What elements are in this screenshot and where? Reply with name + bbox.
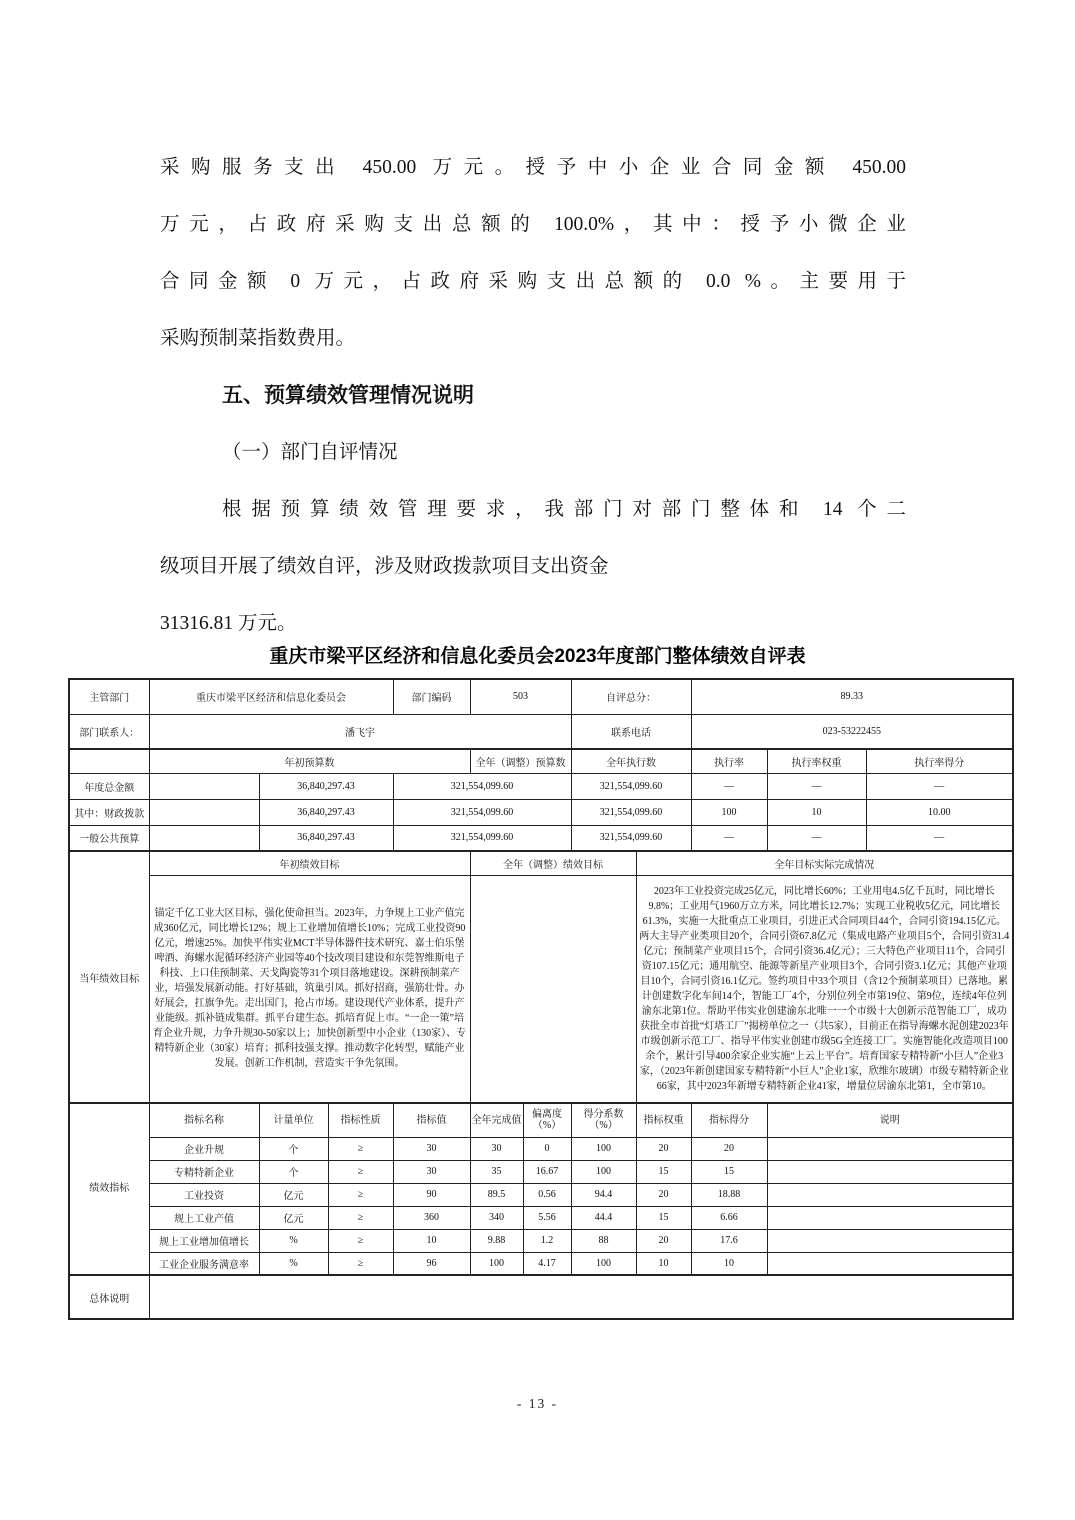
table-row: [69, 679, 1013, 714]
indicator-target: 30: [393, 1160, 470, 1183]
indicator-header: 指标权重: [636, 1103, 691, 1137]
paragraph-line: 根据预算绩效管理要求，我部门对部门整体和 14 个二: [222, 499, 906, 520]
dept-value: 重庆市梁平区经济和信息化委员会: [149, 679, 393, 714]
budget-initial: 36,840,297.43: [259, 825, 393, 851]
indicator-coefficient: 100: [571, 1160, 636, 1183]
indicator-row: [69, 1229, 1013, 1252]
indicator-coefficient: 44.4: [571, 1206, 636, 1229]
indicator-unit: 亿元: [259, 1183, 328, 1206]
indicator-nature: ≥: [328, 1183, 393, 1206]
contact-label: 部门联系人：: [69, 714, 149, 749]
phone-value: 023-53222455: [691, 714, 1013, 749]
table-row: [69, 714, 1013, 749]
indicator-unit: 个: [259, 1160, 328, 1183]
budget-rate: —: [691, 825, 767, 851]
section-heading: 五、预算绩效管理情况说明: [222, 384, 474, 407]
indicator-header: 指标得分: [691, 1103, 767, 1137]
indicator-score: 20: [691, 1137, 767, 1160]
budget-score: —: [866, 773, 1013, 799]
indicator-coefficient: 100: [571, 1137, 636, 1160]
indicator-unit: 亿元: [259, 1206, 328, 1229]
indicator-actual: 9.88: [470, 1229, 523, 1252]
budget-row: [69, 799, 1013, 825]
indicator-name: 工业企业服务满意率: [149, 1252, 259, 1275]
indicator-name: 工业投资: [149, 1183, 259, 1206]
budget-header: 执行率得分: [866, 749, 1013, 773]
goals-label: 当年绩效目标: [69, 851, 149, 1103]
indicator-coefficient: 94.4: [571, 1183, 636, 1206]
budget-weight: —: [767, 825, 866, 851]
indicator-header: 指标名称: [149, 1103, 259, 1137]
goals-header: 全年（调整）绩效目标: [470, 851, 636, 875]
goals-header-row: [69, 851, 1013, 875]
summary-label: 总体说明: [69, 1275, 149, 1319]
indicator-actual: 89.5: [470, 1183, 523, 1206]
goals-header: 全年目标实际完成情况: [636, 851, 1013, 875]
budget-adjusted: 321,554,099.60: [393, 773, 571, 799]
indicator-deviation: 0: [523, 1137, 571, 1160]
indicator-header: 说明: [767, 1103, 1013, 1137]
indicator-name: 规上工业增加值增长: [149, 1229, 259, 1252]
page-number: - 13 -: [516, 1396, 559, 1411]
budget-header: 全年（调整）预算数: [470, 749, 571, 773]
empty-cell: [69, 749, 149, 773]
indicator-score: 10: [691, 1252, 767, 1275]
indicator-row: [69, 1137, 1013, 1160]
indicator-note: [767, 1183, 1013, 1206]
indicator-name: 企业升规: [149, 1137, 259, 1160]
indicator-row: [69, 1252, 1013, 1275]
budget-initial: 36,840,297.43: [259, 799, 393, 825]
indicator-header: 得分系数（%）: [571, 1103, 636, 1137]
indicator-coefficient: 100: [571, 1252, 636, 1275]
contact-value: 潘飞宇: [149, 714, 571, 749]
empty-cell: [149, 799, 259, 825]
indicator-note: [767, 1229, 1013, 1252]
indicator-deviation: 4.17: [523, 1252, 571, 1275]
phone-label: 联系电话: [571, 714, 691, 749]
indicator-deviation: 5.56: [523, 1206, 571, 1229]
indicator-note: [767, 1160, 1013, 1183]
budget-rate: 100: [691, 799, 767, 825]
paragraph-line: 31316.81 万元。: [160, 613, 297, 634]
indicator-score: 17.6: [691, 1229, 767, 1252]
budget-row-label: 一般公共预算: [69, 825, 149, 851]
code-label: 部门编码: [393, 679, 470, 714]
indicator-target: 360: [393, 1206, 470, 1229]
indicator-weight: 15: [636, 1206, 691, 1229]
budget-executed: 321,554,099.60: [571, 825, 691, 851]
indicator-weight: 20: [636, 1137, 691, 1160]
budget-row: [69, 773, 1013, 799]
score-value: 89.33: [691, 679, 1013, 714]
indicator-target: 90: [393, 1183, 470, 1206]
budget-row-label: 其中：财政拨款: [69, 799, 149, 825]
indicator-header: 偏离度（%）: [523, 1103, 571, 1137]
indicator-note: [767, 1137, 1013, 1160]
empty-cell: [149, 825, 259, 851]
indicator-actual: 35: [470, 1160, 523, 1183]
indicator-row: [69, 1183, 1013, 1206]
initial-goal-text: 锚定千亿工业大区目标，强化使命担当。2023年，力争规上工业产值完成360亿元，同比增长12%；规上工业增加值增长10%；完成工业投资90亿元，增速25%。加快平伟实业MCT半导体器件技术研究、嘉士伯乐堡啤酒、海螺水泥循环经济产业园等40个技改项目建设和东莞智维斯电子科技、上口佳预制菜、天戈陶瓷等31个项目落地建设。深耕预制菜产业，培强发展新动能。打好基础，筑巢引凤。抓好招商，强筋壮骨。办好展会，扛旗争先。走出国门，抢占市场。建设现代产业体系，提升产业能级。抓补链成集群。抓平台建生态。抓培育促上市。“一企一策”培育企业升规，力争升规30-50家以上；加快创新型中小企业（130家）、专精特新企业（30家）培育；抓科技强支撑。推动数字化转型，赋能产业发展。创新工作机制，营造实干争先氛围。: [149, 875, 470, 1103]
indicator-note: [767, 1252, 1013, 1275]
indicator-note: [767, 1206, 1013, 1229]
budget-row-label: 年度总金额: [69, 773, 149, 799]
indicator-name: 专精特新企业: [149, 1160, 259, 1183]
indicator-unit: %: [259, 1252, 328, 1275]
goals-body-row: [69, 875, 1013, 1103]
indicator-deviation: 0.56: [523, 1183, 571, 1206]
actual-completion-text: 2023年工业投资完成25亿元，同比增长60%；工业用电4.5亿千瓦时，同比增长9.8%；工业用气1960万立方米，同比增长12.7%；实现工业税收5亿元，同比增长61.3%，实施一大批重点工业项目，引进正式合同项目44个，合同引资194.15亿元。两大主导产业类项目20个，合同引资67.8亿元（集成电路产业项目5个，合同引资31.4亿元；预制菜产业项目15个，合同引资36.4亿元）；三大特色产业项目11个，合同引资107.15亿元；通用航空、能源等新星产业项目3个，合同引资3.1亿元；其他产业项目10个，合同引资16.1亿元。签约项目中33个项目（含12个预制菜项目）已落地。累计创建数字化车间14个，智能工厂4个，分别位列全市第19位、第9位，连续4年位列渝东北第1位。帮助平伟实业创建渝东北唯一一个市级十大创新示范智能工厂，成功获批全市首批“灯塔工厂”揭榜单位之一（共5家），目前正在指导海螺水泥创建2023年市级创新示范工厂、指导平伟实业创建市级5G全连接工厂。实施智能化改造项目100余个，累计引导400余家企业实施“上云上平台”。培育国家专精特新“小巨人”企业3家，（2023年新创建国家专精特新“小巨人”企业1家，欣维尔玻璃）市级专精特新企业66家，其中2023年新增专精特新企业41家，增量位居渝东北第1，全市第10。: [636, 875, 1013, 1103]
indicator-row: [69, 1160, 1013, 1183]
indicator-header: 计量单位: [259, 1103, 328, 1137]
budget-header: 全年执行数: [571, 749, 691, 773]
indicator-weight: 20: [636, 1229, 691, 1252]
budget-score: —: [866, 825, 1013, 851]
empty-cell: [149, 773, 259, 799]
indicator-nature: ≥: [328, 1206, 393, 1229]
paragraph-line: 合同金额 0 万元，占政府采购支出总额的 0.0 %。主要用于: [160, 271, 906, 292]
paragraph-line: 万元，占政府采购支出总额的 100.0%，其中：授予小微企业: [160, 214, 906, 235]
budget-row: [69, 825, 1013, 851]
indicator-score: 18.88: [691, 1183, 767, 1206]
indicator-name: 规上工业产值: [149, 1206, 259, 1229]
budget-header: 执行率权重: [767, 749, 866, 773]
budget-adjusted: 321,554,099.60: [393, 825, 571, 851]
budget-executed: 321,554,099.60: [571, 799, 691, 825]
indicator-weight: 15: [636, 1160, 691, 1183]
indicator-nature: ≥: [328, 1252, 393, 1275]
summary-value: [149, 1275, 1013, 1319]
budget-header: 年初预算数: [149, 749, 470, 773]
budget-score: 10.00: [866, 799, 1013, 825]
adjusted-goal-text: [470, 875, 636, 1103]
indicator-weight: 10: [636, 1252, 691, 1275]
indicator-weight: 20: [636, 1183, 691, 1206]
summary-row: [69, 1275, 1013, 1319]
indicator-header: 指标值: [393, 1103, 470, 1137]
code-value: 503: [470, 679, 571, 714]
performance-self-evaluation-table: [68, 678, 1014, 1320]
budget-executed: 321,554,099.60: [571, 773, 691, 799]
indicator-unit: %: [259, 1229, 328, 1252]
indicator-header: 指标性质: [328, 1103, 393, 1137]
indicators-label: 绩效指标: [69, 1103, 149, 1275]
paragraph-line: 采购服务支出 450.00 万元。授予中小企业合同金额 450.00: [160, 157, 906, 178]
indicator-deviation: 16.67: [523, 1160, 571, 1183]
indicator-actual: 30: [470, 1137, 523, 1160]
indicator-row: [69, 1206, 1013, 1229]
indicator-score: 15: [691, 1160, 767, 1183]
indicator-actual: 100: [470, 1252, 523, 1275]
goals-header: 年初绩效目标: [149, 851, 470, 875]
indicator-header: 全年完成值: [470, 1103, 523, 1137]
indicator-header-row: [69, 1103, 1013, 1137]
budget-weight: 10: [767, 799, 866, 825]
indicator-nature: ≥: [328, 1229, 393, 1252]
indicator-target: 10: [393, 1229, 470, 1252]
budget-rate: —: [691, 773, 767, 799]
indicator-score: 6.66: [691, 1206, 767, 1229]
body-text: [160, 139, 906, 652]
score-label: 自评总分：: [571, 679, 691, 714]
indicator-coefficient: 88: [571, 1229, 636, 1252]
indicator-actual: 340: [470, 1206, 523, 1229]
budget-weight: —: [767, 773, 866, 799]
indicator-target: 30: [393, 1137, 470, 1160]
budget-header-row: [69, 749, 1013, 773]
sub-heading: （一）部门自评情况: [222, 442, 398, 463]
budget-initial: 36,840,297.43: [259, 773, 393, 799]
budget-adjusted: 321,554,099.60: [393, 799, 571, 825]
budget-header: 执行率: [691, 749, 767, 773]
paragraph-line: 采购预制菜指数费用。: [160, 328, 356, 349]
indicator-target: 96: [393, 1252, 470, 1275]
dept-label: 主管部门: [69, 679, 149, 714]
indicator-unit: 个: [259, 1137, 328, 1160]
table-title: 重庆市梁平区经济和信息化委员会2023年度部门整体绩效自评表: [269, 646, 806, 667]
indicator-deviation: 1.2: [523, 1229, 571, 1252]
indicator-nature: ≥: [328, 1160, 393, 1183]
paragraph-line: 级项目开展了绩效自评，涉及财政拨款项目支出资金: [160, 556, 609, 577]
indicator-nature: ≥: [328, 1137, 393, 1160]
